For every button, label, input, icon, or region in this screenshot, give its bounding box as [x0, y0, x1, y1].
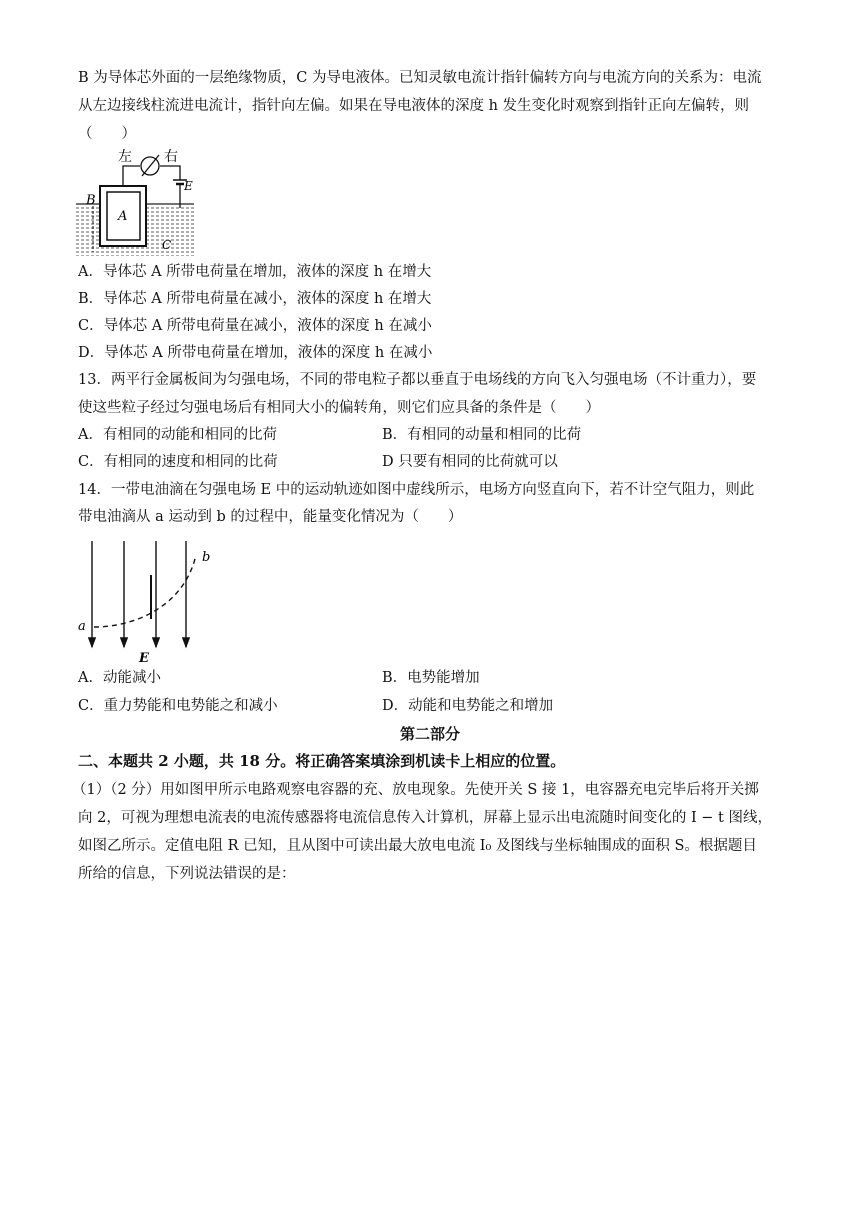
q14-option-b: B．电势能增加 — [382, 670, 480, 686]
q13-option-a: A．有相同的动能和相同的比荷 — [78, 427, 277, 443]
q12-text-line-1: B 为导体芯外面的一层绝缘物质，C 为导电液体。已知灵敏电流计指针偏转方向与电流方向的关系为：电流 — [78, 70, 762, 86]
q14-text-line-2: 带电油滴从 a 运动到 b 的过程中，能量变化情况为（ ） — [78, 509, 463, 525]
part2-text-line-3: 如图乙所示。定值电阻 R 已知，且从图中可读出最大放电电流 I₀ 及图线与坐标轴围成的面积 S。根据题目 — [78, 838, 757, 854]
q12-label-C: C — [162, 238, 172, 252]
q14-figure — [74, 535, 224, 665]
q12-label-E: E — [184, 179, 193, 193]
part2-text-line-1: （1）（2 分）用如图甲所示电路观察电容器的充、放电现象。先使开关 S 接 1，电容器充电完毕后将开关掷 — [72, 782, 759, 798]
q12-option-a: A．导体芯 A 所带电荷量在增加，液体的深度 h 在增大 — [78, 264, 432, 280]
part2-title: 第二部分 — [399, 725, 460, 743]
part2-text-line-2: 向 2，可视为理想电流表的电流传感器将电流信息传入计算机，屏幕上显示出电流随时间变化的 I − t 图线， — [78, 810, 772, 826]
part2-text-line-4: 所给的信息，下列说法错误的是： — [78, 866, 296, 882]
q12-option-c: C．导体芯 A 所带电荷量在减小，液体的深度 h 在减小 — [78, 318, 432, 334]
q14-label-a: a — [78, 619, 86, 634]
q13-option-c: C．有相同的速度和相同的比荷 — [78, 454, 278, 470]
q14-text-line-1: 14．一带电油滴在匀强电场 E 中的运动轨迹如图中虚线所示，电场方向竖直向下，若不计空气阻力，则此 — [78, 482, 755, 498]
q12-label-right: 右 — [164, 149, 178, 165]
q13-text-line-2: 使这些粒子经过匀强电场后有相同大小的偏转角，则它们应具备的条件是（ ） — [78, 400, 600, 416]
q14-option-a: A．动能减小 — [78, 670, 161, 686]
q12-figure — [76, 146, 196, 258]
q14-option-c: C．重力势能和电势能之和减小 — [78, 698, 278, 714]
part2-heading: 二、本题共 2 小题，共 18 分。将正确答案填涂到机读卡上相应的位置。 — [78, 752, 566, 770]
q13-option-b: B．有相同的动量和相同的比荷 — [382, 427, 582, 443]
q12-text-line-3: （ ） — [78, 126, 136, 142]
q12-option-d: D．导体芯 A 所带电荷量在增加，液体的深度 h 在减小 — [78, 345, 433, 361]
q14-label-E: E — [139, 651, 149, 665]
q14-option-d: D．动能和电势能之和增加 — [382, 698, 554, 714]
q13-text-line-1: 13．两平行金属板间为匀强电场，不同的带电粒子都以垂直于电场线的方向飞入匀强电场（不计重力），要 — [78, 372, 757, 388]
q13-option-d: D 只要有相同的比荷就可以 — [382, 454, 558, 470]
q12-option-b: B．导体芯 A 所带电荷量在减小，液体的深度 h 在增大 — [78, 291, 432, 307]
q12-label-B: B — [86, 193, 96, 208]
q12-text-line-2: 从左边接线柱流进电流计，指针向左偏。如果在导电液体的深度 h 发生变化时观察到指针正向左偏转，则 — [78, 98, 750, 114]
q12-label-A: A — [118, 209, 128, 224]
q14-label-b: b — [202, 550, 211, 565]
q12-label-left: 左 — [118, 149, 132, 165]
